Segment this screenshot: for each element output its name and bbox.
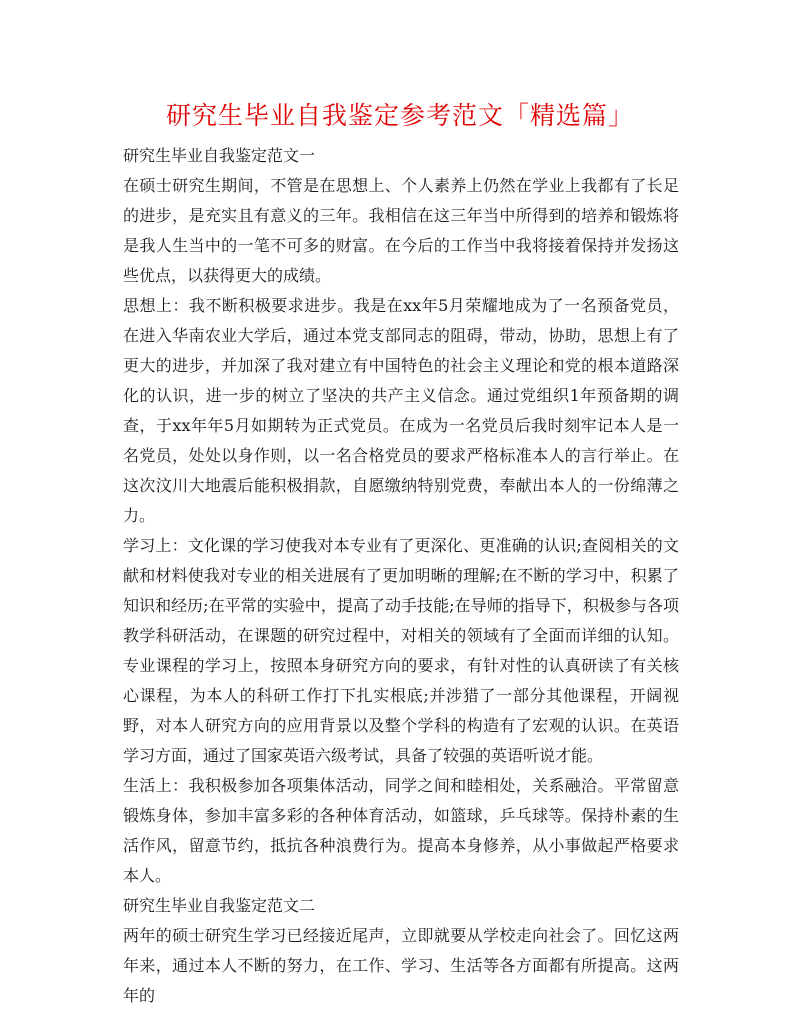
paragraph-thought: 思想上：我不断积极要求进步。我是在xx年5月荣耀地成为了一名预备党员，在进入华南农业大学后，通过本党支部同志的阻碍，带动，协助，思想上有了更大的进步，并加深了我对建立有中国特色的社会主义理论和党的根本道路深化的认识，进一步的树立了坚决的共产主义信念。通过党组织1年预备期的调查，于xx年年5月如期转为正式党员。在成为一名党员后我时刻牢记本人是一名党员，处处以身作则，以一名合格党员的要求严格标准本人的言行举止。在这次汶川大地震后能积极捐款，自愿缴纳特别党费，奉献出本人的一份绵薄之力。 <box>123 296 679 525</box>
paragraph-study: 学习上：文化课的学习使我对本专业有了更深化、更准确的认识;查阅相关的文献和材料使我对专业的相关进展有了更加明晰的理解;在不断的学习中，积累了知识和经历;在平常的实验中，提高了动手技能;在导师的指导下，积极参与各项教学科研活动，在课题的研究过程中，对相关的领域有了全面而详细的认知。专业课程的学习上，按照本身研究方向的要求，有针对性的认真研读了有关核心课程，为本人的科研工作打下扎实根底;并涉猎了一部分其他课程，开阔视野，对本人研究方向的应用背景以及整个学科的构造有了宏观的认识。在英语学习方面，通过了国家英语六级考试，具备了较强的英语听说才能。 <box>123 536 679 765</box>
section-heading-2: 研究生毕业自我鉴定范文二 <box>123 896 316 915</box>
section-heading-1: 研究生毕业自我鉴定范文一 <box>123 146 316 165</box>
paragraph-life: 生活上：我积极参加各项集体活动，同学之间和睦相处，关系融洽。平常留意锻炼身体，参加丰富多彩的各种体育活动，如篮球，乒乓球等。保持朴素的生活作风，留意节约，抵抗各种浪费行为。提高本身修养，从小事做起严格要求本人。 <box>123 776 679 885</box>
document-body <box>123 141 679 1011</box>
paragraph-second: 两年的硕士研究生学习已经接近尾声，立即就要从学校走向社会了。回忆这两年来，通过本人不断的努力，在工作、学习、生活等各方面都有所提高。这两年的 <box>123 926 679 1005</box>
document-title: 研究生毕业自我鉴定参考范文「精选篇」 <box>165 101 634 130</box>
paragraph-intro: 在硕士研究生期间，不管是在思想上、个人素养上仍然在学业上我都有了长足的进步，是充实且有意义的三年。我相信在这三年当中所得到的培养和锻炼将是我人生当中的一笔不可多的财富。在今后的工作当中我将接着保持并发扬这些优点，以获得更大的成绩。 <box>123 176 679 285</box>
